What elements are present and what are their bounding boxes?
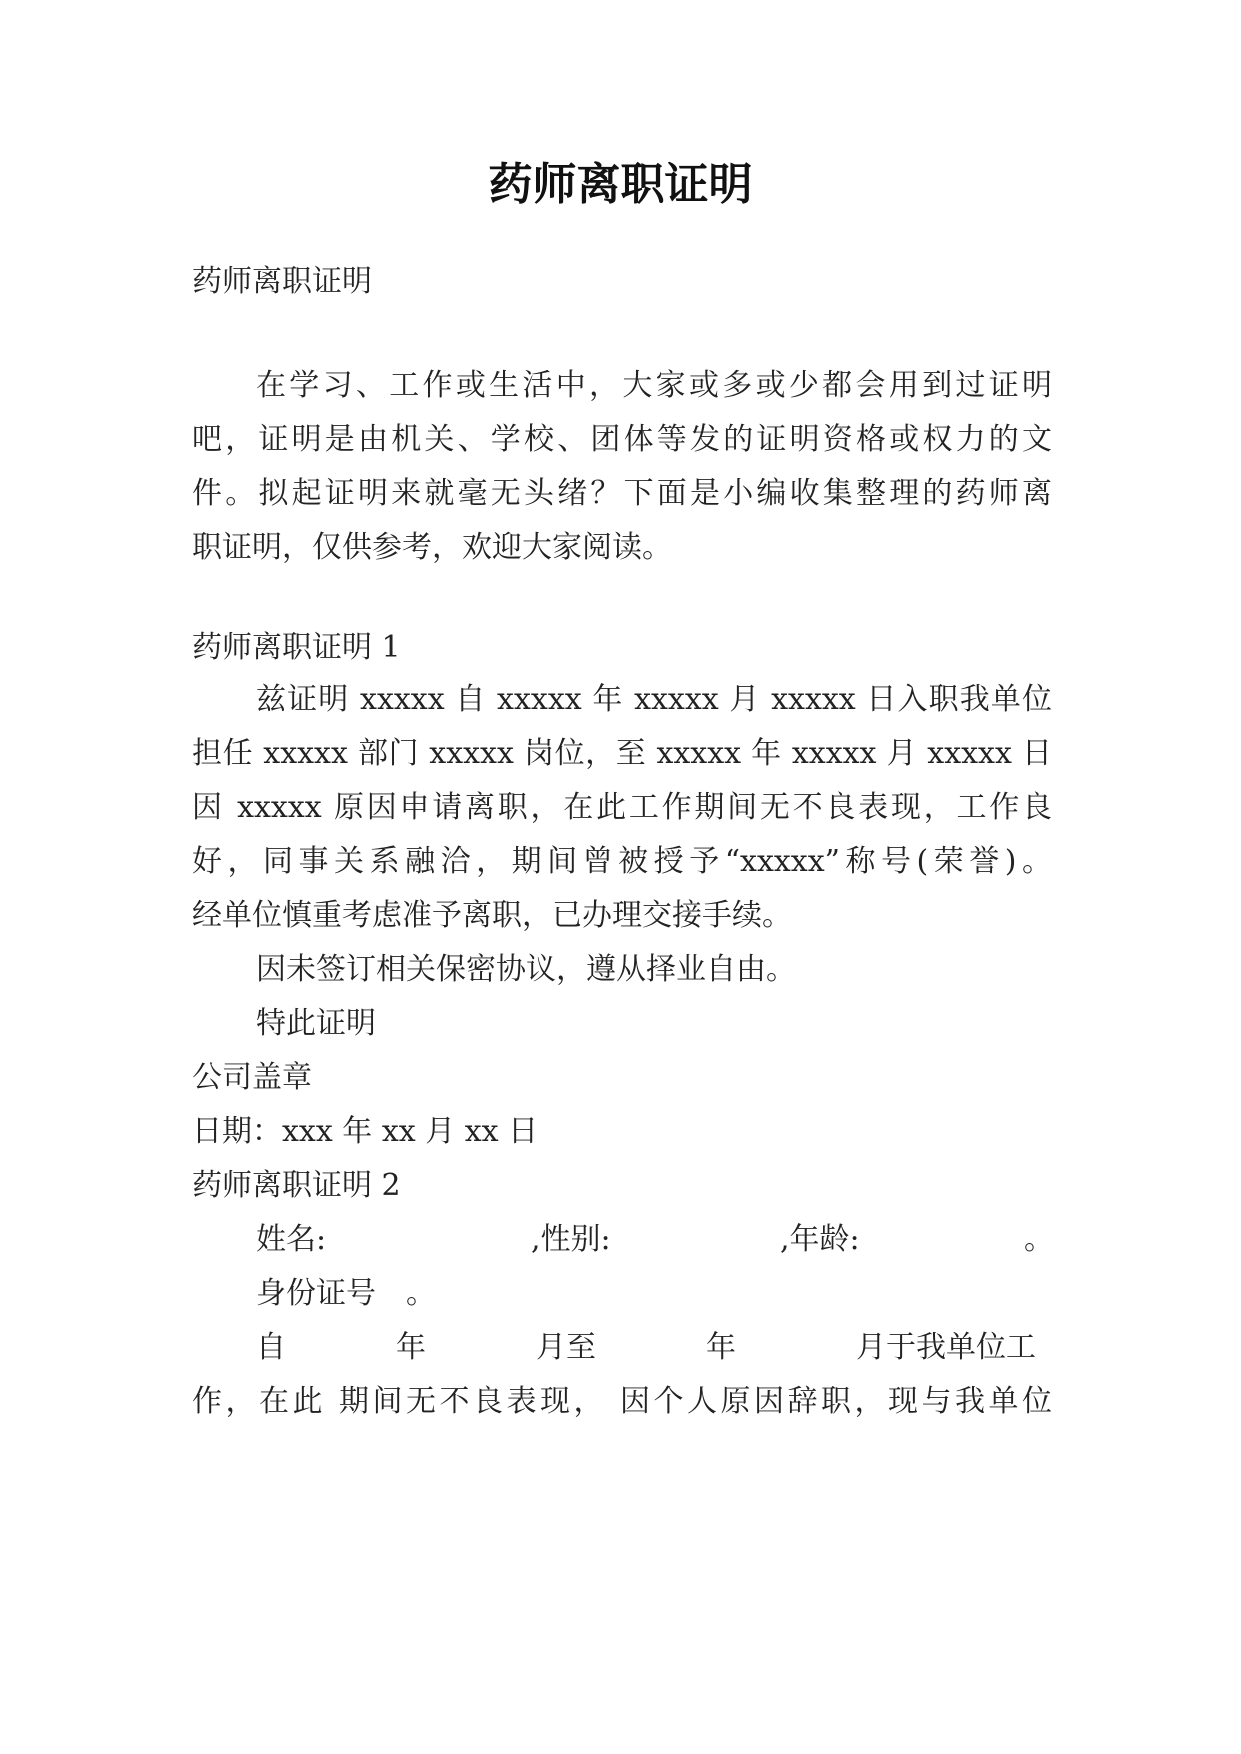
intro-line-4: 职证明，仅供参考，欢迎大家阅读。 (192, 530, 672, 565)
date-line: 日期：xxx 年 xx 月 xx 日 (192, 1114, 539, 1149)
work-month-to: 月至 (536, 1330, 596, 1365)
id-number-line: 身份证号 。 (256, 1276, 436, 1311)
subtitle: 药师离职证明 (192, 264, 372, 299)
section2-last-line: 作，在此 期间无不良表现， 因个人原因辞职，现与我单位 (192, 1384, 1052, 1419)
section1-line-1: 兹证明 xxxxx 自 xxxxx 年 xxxxx 月 xxxxx 日入职我单位 (256, 682, 1052, 717)
work-year-1: 年 (396, 1330, 426, 1365)
section1-line-2: 担任 xxxxx 部门 xxxxx 岗位，至 xxxxx 年 xxxxx 月 xxxxx 日 (192, 736, 1052, 771)
age-label: ,年龄: (780, 1222, 860, 1257)
document-title: 药师离职证明 (488, 159, 753, 210)
name-label: 姓名: (256, 1222, 327, 1257)
section1-confidentiality: 因未签订相关保密协议，遵从择业自由。 (256, 952, 796, 987)
work-year-2: 年 (706, 1330, 736, 1365)
intro-line-3: 件。拟起证明来就毫无头绪？下面是小编收集整理的药师离 (192, 476, 1052, 511)
intro-line-1: 在学习、工作或生活中，大家或多或少都会用到过证明 (256, 368, 1052, 403)
section1-heading: 药师离职证明 1 (192, 630, 401, 665)
work-from: 自 (256, 1330, 286, 1365)
company-stamp-label: 公司盖章 (192, 1060, 312, 1095)
section1-line-3: 因 xxxxx 原因申请离职，在此工作期间无不良表现，工作良 (192, 790, 1052, 825)
work-month-tail: 月于我单位工 (856, 1330, 1036, 1365)
section1-line-4: 好，同事关系融洽，期间曾被授予“xxxxx”称号(荣誉)。 (192, 844, 1052, 879)
gender-label: ,性别: (531, 1222, 611, 1257)
section1-certify: 特此证明 (256, 1006, 376, 1041)
section1-line-5: 经单位慎重考虑准予离职，已办理交接手续。 (192, 898, 792, 933)
period-mark: 。 (1024, 1222, 1054, 1257)
section2-heading: 药师离职证明 2 (192, 1168, 401, 1203)
intro-line-2: 吧，证明是由机关、学校、团体等发的证明资格或权力的文 (192, 422, 1052, 457)
